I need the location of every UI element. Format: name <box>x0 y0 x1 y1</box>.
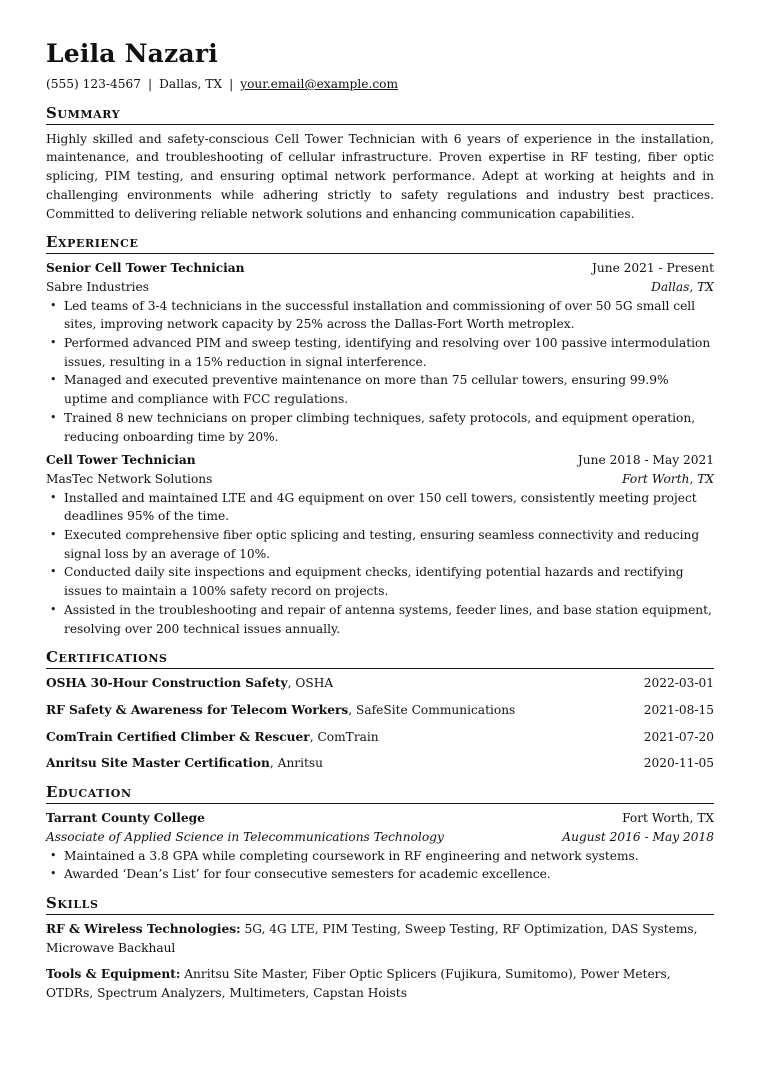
bullet-icon: • <box>50 410 57 424</box>
bullet-item <box>46 563 714 600</box>
job-location: Fort Worth, TX <box>622 471 714 486</box>
job-entry <box>46 259 714 446</box>
skill-value: Anritsu Site Master, Fiber Optic Splicers (Fujikura, Sumitomo), Power Meters, OTDRs, Spectrum Analyzers, Multimeters, Capstan Hoists <box>46 967 671 1001</box>
section-title-experience: Experience <box>46 232 714 254</box>
certification-item <box>46 674 714 693</box>
school-location: Fort Worth, TX <box>622 811 714 826</box>
bullet-item <box>46 865 714 884</box>
bullet-text: Installed and maintained LTE and 4G equipment on over 150 cell towers, consistently meeting project deadlines 95% of the time. <box>64 490 697 524</box>
job-dates: June 2021 - Present <box>591 261 714 276</box>
bullet-item <box>46 371 714 408</box>
bullet-icon: • <box>50 848 57 862</box>
bullet-item <box>46 526 714 563</box>
bullet-icon: • <box>50 298 57 312</box>
bullet-text: Assisted in the troubleshooting and repair of antenna systems, feeder lines, and base station equipment, resolving over 200 technical issues annually. <box>64 602 712 636</box>
bullet-item <box>46 334 714 371</box>
bullet-icon: • <box>50 490 57 504</box>
bullet-text: Awarded ‘Dean’s List’ for four consecutive semesters for academic excellence. <box>64 867 551 882</box>
certification-item <box>46 701 714 720</box>
education-section <box>46 782 714 884</box>
skill-label: RF & Wireless Technologies: <box>46 921 241 936</box>
experience-section <box>46 232 714 638</box>
section-title-education: Education <box>46 782 714 804</box>
bullet-text: Maintained a 3.8 GPA while completing coursework in RF engineering and network systems. <box>64 848 639 863</box>
certification-name: Anritsu Site Master Certification <box>46 756 270 771</box>
resume-header <box>46 38 714 94</box>
bullet-text: Executed comprehensive fiber optic splicing and testing, ensuring seamless connectivity and reducing signal loss by an average of 10%. <box>64 528 700 561</box>
education-dates: August 2016 - May 2018 <box>562 829 714 844</box>
job-bullets <box>46 297 714 447</box>
certification-date: 2020-11-05 <box>643 756 714 771</box>
skill-value: 5G, 4G LTE, PIM Testing, Sweep Testing, RF Optimization, DAS Systems, Microwave Backhaul <box>46 921 698 955</box>
skills-section <box>46 893 714 1003</box>
bullet-text: Conducted daily site inspections and equipment checks, identifying potential hazards and rectifying issues to maintain a 100% safety record on projects. <box>64 565 684 599</box>
school-name: Tarrant County College <box>46 811 205 826</box>
bullet-item <box>46 409 714 446</box>
skill-label: Tools & Equipment: <box>46 967 181 982</box>
certifications-section <box>46 647 714 773</box>
email-link[interactable]: your.email@example.com <box>240 77 399 91</box>
bullet-icon: • <box>50 602 57 616</box>
bullet-item <box>46 297 714 334</box>
bullet-text: Trained 8 new technicians on proper climbing techniques, safety protocols, and equipment operation, reducing onboarding time by 20%. <box>64 410 696 444</box>
location: Dallas, TX <box>159 77 223 91</box>
job-location: Dallas, TX <box>651 279 714 294</box>
certification-date: 2021-07-20 <box>643 729 714 744</box>
certification-issuer: , Anritsu <box>269 756 324 771</box>
company-name: MasTec Network Solutions <box>46 471 213 486</box>
phone-number: (555) 123-4567 <box>46 77 142 91</box>
certification-name: OSHA 30-Hour Construction Safety <box>46 676 288 691</box>
job-title: Cell Tower Technician <box>46 453 196 468</box>
bullet-item <box>46 489 714 526</box>
certification-date: 2022-03-01 <box>643 676 714 691</box>
certification-issuer: , SafeSite Communications <box>348 702 516 717</box>
bullet-icon: • <box>50 336 57 350</box>
certification-issuer: , OSHA <box>287 676 334 691</box>
education-bullets <box>46 847 714 884</box>
certification-item <box>46 754 714 773</box>
bullet-icon: • <box>50 528 57 542</box>
degree-name: Associate of Applied Science in Telecommunications Technology <box>46 829 444 844</box>
certification-date: 2021-08-15 <box>643 702 714 717</box>
section-title-skills: Skills <box>46 893 714 915</box>
bullet-icon: • <box>50 565 57 579</box>
contact-separator: | <box>229 77 234 91</box>
job-title: Senior Cell Tower Technician <box>46 261 245 276</box>
section-title-certifications: Certifications <box>46 647 714 669</box>
bullet-text: Managed and executed preventive maintenance on more than 75 cellular towers, ensuring 99.9% uptime and compliance with FCC regulations. <box>64 373 669 407</box>
job-entry <box>46 451 714 638</box>
skill-item <box>46 965 714 1002</box>
job-bullets <box>46 489 714 639</box>
bullet-text: Led teams of 3-4 technicians in the successful installation and commissioning of over 50 5G small cell sites, improving network capacity by 25% across the Dallas-Fort Worth metroplex. <box>64 298 696 332</box>
company-name: Sabre Industries <box>46 279 149 294</box>
certification-issuer: , ComTrain <box>309 729 379 744</box>
bullet-icon: • <box>50 867 57 881</box>
candidate-name: Leila Nazari <box>46 39 218 68</box>
bullet-item <box>46 847 714 866</box>
contact-separator: | <box>148 77 153 91</box>
certification-name: RF Safety & Awareness for Telecom Workers <box>46 702 349 717</box>
bullet-text: Performed advanced PIM and sweep testing, identifying and resolving over 100 passive intermodulation issues, resulting in a 15% reduction in signal interference. <box>64 336 711 369</box>
contact-line <box>46 75 714 94</box>
job-dates: June 2018 - May 2021 <box>577 453 714 468</box>
summary-section <box>46 103 714 224</box>
skill-item <box>46 920 714 957</box>
certification-name: ComTrain Certified Climber & Rescuer <box>46 729 310 744</box>
certification-item <box>46 728 714 747</box>
bullet-icon: • <box>50 373 57 387</box>
bullet-item <box>46 601 714 638</box>
summary-text: Highly skilled and safety-conscious Cell Tower Technician with 6 years of experience in the installation, maintenance, and troubleshooting of cellular infrastructure. Proven expertise in RF testing, fiber optic splicing, PIM testing, and ensuring optimal network performance. Adept at working at heights and in challenging environments while adhering strictly to safety regulations and industry best practices. Committed to delivering reliable network solutions and enhancing communication capabilities. <box>46 131 714 221</box>
section-title-summary: Summary <box>46 103 714 125</box>
